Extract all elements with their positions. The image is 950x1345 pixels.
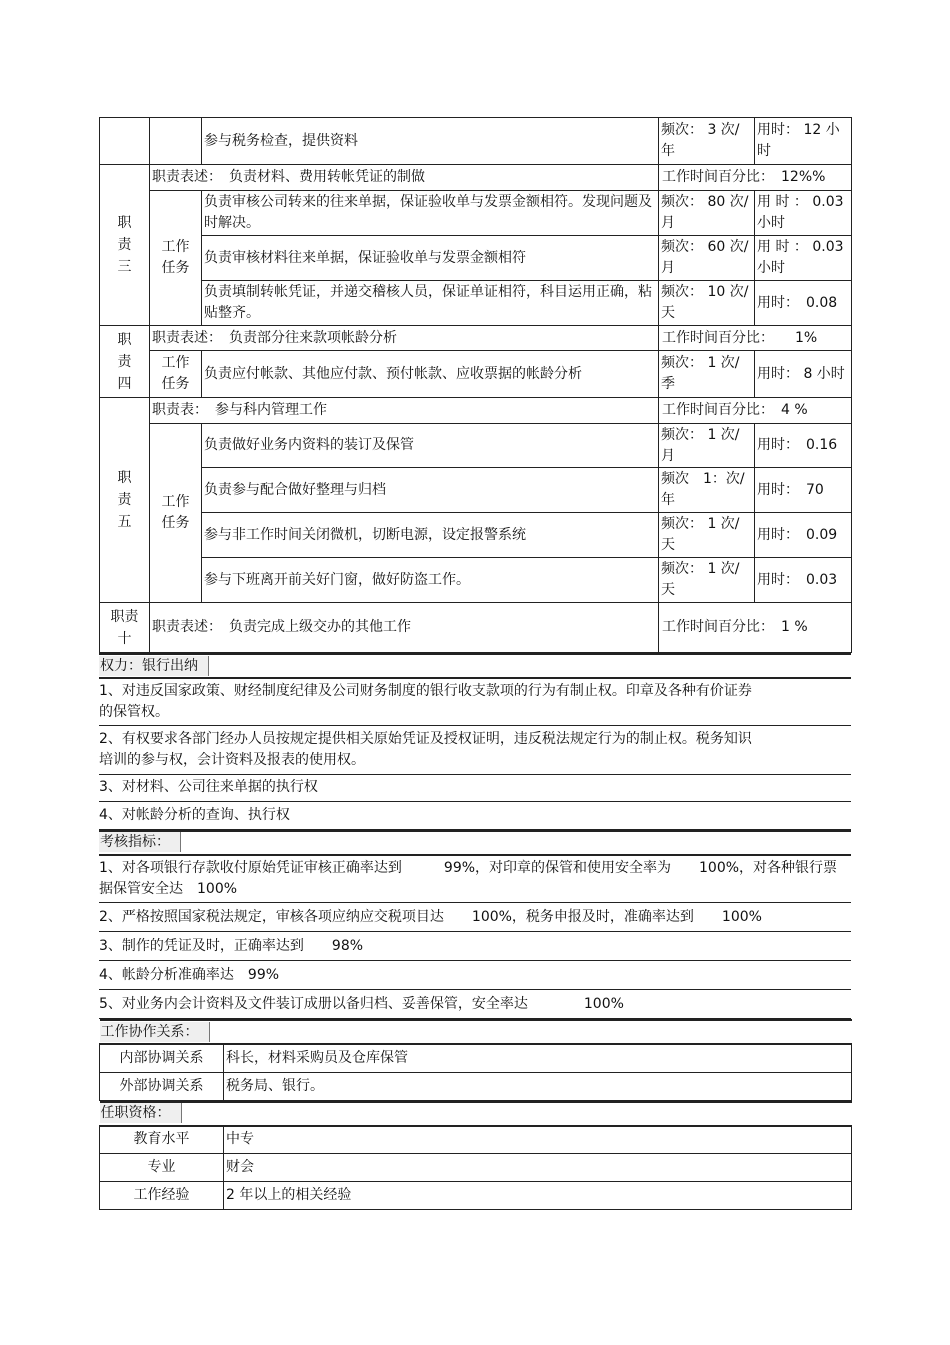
list-item — [99, 678, 851, 725]
list-item — [99, 961, 851, 990]
list-item — [99, 725, 851, 774]
table-row — [100, 1072, 852, 1100]
task-frequency: 频次： 3 次/年 — [659, 118, 755, 165]
task-text: 负责审核公司转来的往来单据，保证验收单与发票金额相符。发现问题及时解决。 — [202, 191, 659, 236]
authority-item: 1、对违反国家政策、财经制度纪律及公司财务制度的银行收支款项的行为有制止权。印章及各种有价证券的保管权。 — [99, 678, 851, 725]
kpi-item: 5、对业务内会计资料及文件装订成册以备归档、妥善保管，安全率达 100% — [99, 990, 851, 1019]
cooperation-value: 科长，材料采购员及仓库保管 — [224, 1044, 852, 1072]
kpi-section — [99, 830, 851, 1020]
list-item — [99, 903, 851, 932]
qualification-value: 财会 — [224, 1154, 852, 1182]
qualification-value: 中专 — [224, 1126, 852, 1154]
table-row — [100, 281, 852, 326]
duty-description-row — [100, 326, 852, 351]
task-frequency: 频次： 10 次/天 — [659, 281, 755, 326]
cooperation-section — [99, 1019, 852, 1101]
task-time: 用时： 0.09 — [755, 513, 852, 558]
list-item — [99, 990, 851, 1019]
time-percentage: 工作时间百分比： 1 % — [659, 603, 852, 653]
task-label — [150, 351, 202, 398]
duty-label-text: 职责五 — [117, 470, 132, 530]
task-time: 用时： 0.16 — [755, 424, 852, 468]
time-percentage: 工作时间百分比： 4 % — [659, 398, 852, 424]
task-time: 用时： 0.03 — [755, 558, 852, 603]
task-label-cell — [150, 118, 202, 165]
task-label-text: 工作任务 — [161, 494, 190, 531]
task-label — [150, 424, 202, 603]
section-header-row — [99, 831, 851, 855]
time-percentage: 工作时间百分比： 1% — [659, 326, 852, 351]
duty-description: 职责表述： 负责材料、费用转帐凭证的制做 — [150, 165, 659, 191]
task-text: 参与下班离开前关好门窗，做好防盗工作。 — [202, 558, 659, 603]
kpi-item: 1、对各项银行存款收付原始凭证审核正确率达到 99%，对印章的保管和使用安全率为 100%，对各种银行票据保管安全达 100% — [99, 855, 851, 903]
list-item — [99, 774, 851, 801]
table-row — [100, 236, 852, 281]
duty-label-text: 职责十 — [110, 608, 139, 647]
duty-description: 职责表述： 负责完成上级交办的其他工作 — [150, 603, 659, 653]
task-time: 用时： 70 — [755, 468, 852, 513]
time-percentage: 工作时间百分比： 12%% — [659, 165, 852, 191]
cooperation-header: 工作协作关系： — [100, 1022, 210, 1042]
duty-description-row — [100, 165, 852, 191]
task-text: 负责审核材料往来单据，保证验收单与发票金额相符 — [202, 236, 659, 281]
cooperation-label: 内部协调关系 — [100, 1044, 224, 1072]
qualification-label: 教育水平 — [100, 1126, 224, 1154]
task-frequency: 频次： 1 次/天 — [659, 513, 755, 558]
duty-description: 职责表： 参与科内管理工作 — [150, 398, 659, 424]
authority-item: 2、有权要求各部门经办人员按规定提供相关原始凭证及授权证明，违反税法规定行为的制止权。税务知识培训的参与权，会计资料及报表的使用权。 — [99, 725, 851, 774]
kpi-item: 4、帐龄分析准确率达 99% — [99, 961, 851, 990]
duty-label-cell — [100, 118, 150, 165]
section-header-row — [99, 654, 851, 678]
kpi-header: 考核指标： — [99, 832, 181, 852]
table-row — [100, 1044, 852, 1072]
task-frequency: 频次 1：次/年 — [659, 468, 755, 513]
table-row — [100, 424, 852, 468]
section-header-row — [100, 1102, 852, 1126]
authority-item: 3、对材料、公司往来单据的执行权 — [99, 774, 851, 801]
qualification-value: 2 年以上的相关经验 — [224, 1182, 852, 1210]
task-frequency: 频次： 1 次/月 — [659, 424, 755, 468]
task-time: 用 时 ： 0.03 小时 — [755, 191, 852, 236]
qualification-label: 专业 — [100, 1154, 224, 1182]
task-frequency: 频次： 60 次/月 — [659, 236, 755, 281]
task-frequency: 频次： 1 次/季 — [659, 351, 755, 398]
task-text: 负责做好业务内资料的装订及保管 — [202, 424, 659, 468]
task-label-text: 工作任务 — [161, 239, 190, 276]
task-label-text: 工作任务 — [161, 355, 190, 392]
duty-description: 职责表述： 负责部分往来款项帐龄分析 — [150, 326, 659, 351]
authority-item: 4、对帐龄分析的查询、执行权 — [99, 801, 851, 829]
duty-label-text: 职责三 — [117, 215, 132, 275]
list-item — [99, 801, 851, 829]
task-text: 负责应付帐款、其他应付款、预付帐款、应收票据的帐龄分析 — [202, 351, 659, 398]
task-frequency: 频次： 80 次/月 — [659, 191, 755, 236]
task-text: 负责填制转帐凭证，并递交稽核人员，保证单证相符，科目运用正确，粘贴整齐。 — [202, 281, 659, 326]
duty-description-row — [100, 603, 852, 653]
table-row — [100, 1182, 852, 1210]
task-text: 负责参与配合做好整理与归档 — [202, 468, 659, 513]
qualification-label: 工作经验 — [100, 1182, 224, 1210]
table-row — [100, 118, 852, 165]
table-row — [100, 513, 852, 558]
duty-label — [100, 603, 150, 653]
task-text: 参与非工作时间关闭微机，切断电源，设定报警系统 — [202, 513, 659, 558]
authority-header: 权力：银行出纳 — [99, 656, 209, 676]
table-row — [100, 1126, 852, 1154]
authority-section — [99, 653, 851, 830]
task-frequency: 频次： 1 次/天 — [659, 558, 755, 603]
duty-table — [99, 117, 852, 653]
list-item — [99, 855, 851, 903]
duty-label — [100, 165, 150, 326]
table-row — [100, 351, 852, 398]
table-row — [100, 468, 852, 513]
list-item — [99, 932, 851, 961]
table-row — [100, 191, 852, 236]
kpi-item: 3、制作的凭证及时，正确率达到 98% — [99, 932, 851, 961]
table-row — [100, 1154, 852, 1182]
task-label — [150, 191, 202, 326]
task-time: 用时： 8 小时 — [755, 351, 852, 398]
task-time: 用时： 12 小时 — [755, 118, 852, 165]
table-row — [100, 558, 852, 603]
cooperation-value: 税务局、银行。 — [224, 1072, 852, 1100]
duty-label-text: 职责四 — [117, 331, 132, 392]
duty-label — [100, 326, 150, 398]
task-text: 参与税务检查，提供资料 — [202, 118, 659, 165]
task-time: 用时： 0.08 — [755, 281, 852, 326]
job-description-sheet — [99, 117, 851, 1210]
task-time: 用 时 ： 0.03 小时 — [755, 236, 852, 281]
qualification-section — [99, 1101, 852, 1211]
duty-label — [100, 398, 150, 603]
cooperation-label: 外部协调关系 — [100, 1072, 224, 1100]
qualification-header: 任职资格： — [100, 1103, 182, 1123]
section-header-row — [100, 1020, 852, 1044]
duty-description-row — [100, 398, 852, 424]
kpi-item: 2、严格按照国家税法规定，审核各项应纳应交税项目达 100%，税务申报及时，准确率达到 100% — [99, 903, 851, 932]
